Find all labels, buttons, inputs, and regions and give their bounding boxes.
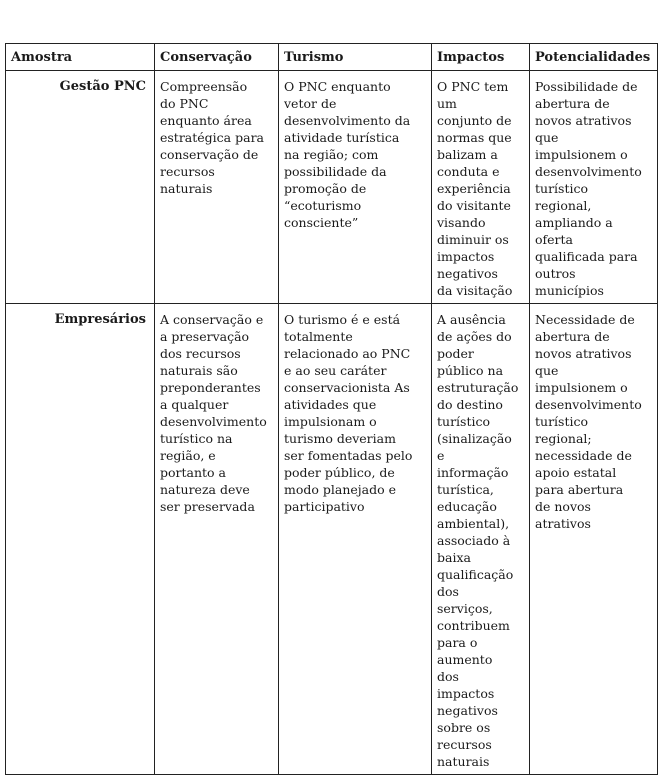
cell-potencialidades: Possibilidade de abertura de novos atrativos que impulsionem o desenvolvimento turístico regional, ampliando a oferta qualificada para outros municípios — [530, 71, 658, 304]
header-amostra: Amostra — [6, 44, 155, 71]
cell-conservacao: A conservação e a preservação dos recursos naturais são preponderantes a qualquer desenvolvimento turístico na região, e portanto a natureza deve ser preservada — [155, 304, 279, 775]
cell-potencialidades: Necessidade de abertura de novos atrativos que impulsionem o desenvolvimento turístico regional; necessidade de apoio estatal para abertura de novos atrativos — [530, 304, 658, 775]
cell-impactos: A ausência de ações do poder público na estruturação do destino turístico (sinalização e informação turística, educação ambiental), associado à baixa qualificação dos serviços, contribuem para o aumento dos impactos negativos sobre os recursos naturais — [432, 304, 530, 775]
header-impactos: Impactos — [432, 44, 530, 71]
header-conservacao: Conservação — [155, 44, 279, 71]
cell-turismo: O PNC enquanto vetor de desenvolvimento da atividade turística na região; com possibilidade da promoção de “ecoturismo consciente” — [279, 71, 432, 304]
header-potencialidades: Potencialidades — [530, 44, 658, 71]
header-turismo: Turismo — [279, 44, 432, 71]
cell-conservacao: Compreensão do PNC enquanto área estratégica para conservação de recursos naturais — [155, 71, 279, 304]
table-row — [6, 71, 658, 304]
row-sample-label: Empresários — [6, 304, 155, 775]
table-row — [6, 304, 658, 775]
row-sample-label: Gestão PNC — [6, 71, 155, 304]
header-row — [6, 44, 658, 71]
cell-turismo: O turismo é e está totalmente relacionado ao PNC e ao seu caráter conservacionista As atividades que impulsionam o turismo deveriam ser fomentadas pelo poder público, de modo planejado e participativo — [279, 304, 432, 775]
cell-impactos: O PNC tem um conjunto de normas que balizam a conduta e experiência do visitante visando diminuir os impactos negativos da visitação — [432, 71, 530, 304]
comparison-table — [5, 43, 658, 775]
